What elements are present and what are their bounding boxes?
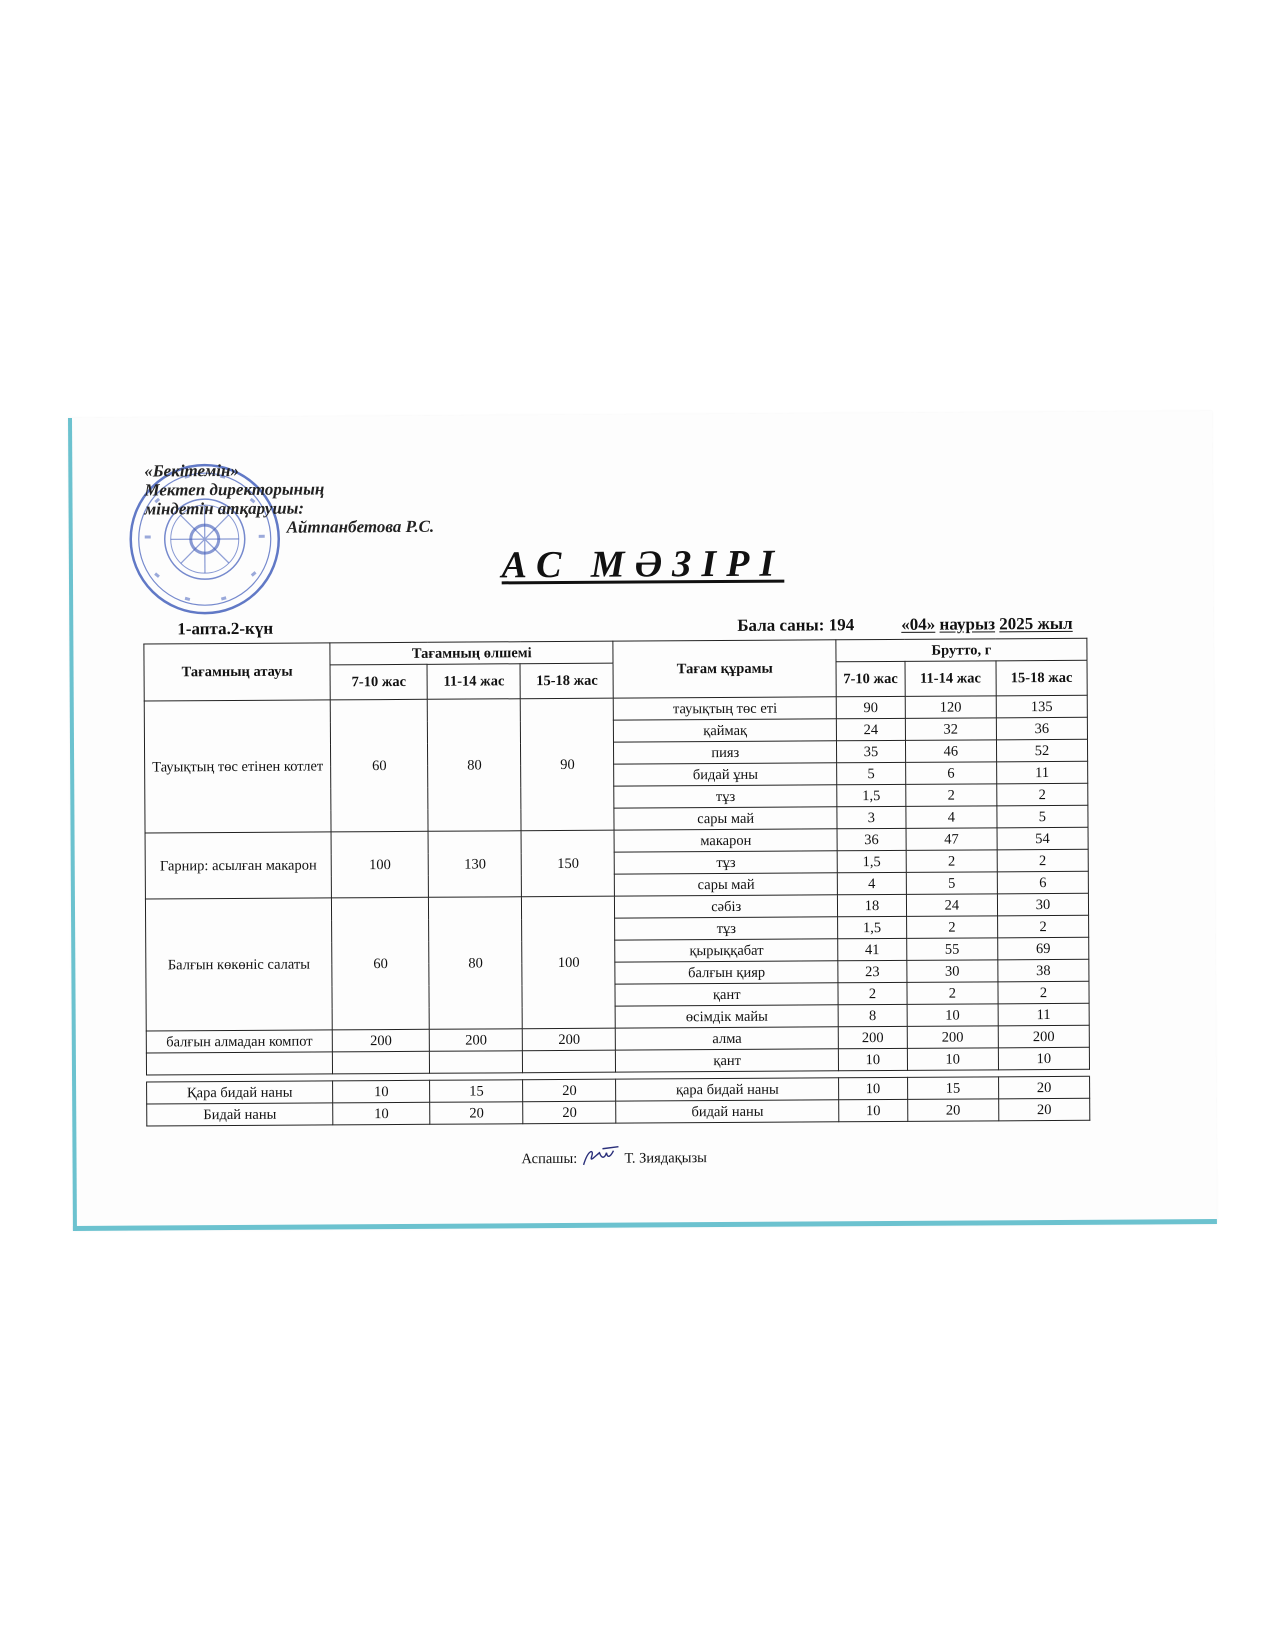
dish-portion: 20 — [430, 1102, 523, 1125]
brutto-value: 4 — [906, 806, 997, 829]
handwritten-signature-icon — [581, 1145, 621, 1171]
cook-name: Т. Зиядақызы — [624, 1150, 707, 1167]
empty-cell — [430, 1051, 523, 1074]
header-portion-age-15-18: 15-18 жас — [520, 663, 613, 699]
dish-portion: 200 — [332, 1029, 429, 1052]
date-day: «04» — [901, 614, 936, 634]
dish-portion: 90 — [521, 698, 615, 831]
brutto-value: 20 — [999, 1098, 1090, 1121]
ingredient-name: қаймақ — [614, 719, 837, 742]
dish-portion: 60 — [332, 897, 430, 1030]
approval-line-1: «Бекітемін» — [144, 460, 240, 481]
header-composition: Тағам құрамы — [613, 640, 836, 698]
brutto-value: 2 — [997, 915, 1088, 938]
header-brutto-age-15-18: 15-18 жас — [996, 660, 1087, 696]
ingredient-name: тұз — [615, 851, 838, 874]
approver-name: Айтпанбетова Р.С. — [286, 516, 435, 537]
ingredient-name: балғын қияр — [615, 961, 838, 984]
brutto-value: 2 — [997, 849, 1088, 872]
brutto-value: 5 — [997, 805, 1088, 828]
brutto-value: 36 — [837, 828, 906, 850]
brutto-value: 6 — [997, 871, 1088, 894]
header-portion-age-7-10: 7-10 жас — [330, 664, 427, 700]
brutto-value: 18 — [837, 894, 906, 916]
ingredient-name: қант — [615, 983, 838, 1006]
ingredient-name: сары май — [615, 873, 838, 896]
ingredient-name: тауықтың төс еті — [614, 697, 837, 720]
table-row — [147, 1098, 1090, 1126]
header-portion-age-11-14: 11-14 жас — [427, 664, 520, 700]
brutto-value: 36 — [996, 717, 1087, 740]
brutto-value: 24 — [906, 894, 997, 917]
brutto-value: 46 — [905, 740, 996, 763]
dish-name: Бидай наны — [147, 1103, 333, 1126]
brutto-value: 1,5 — [837, 784, 906, 806]
brutto-value: 120 — [905, 696, 996, 719]
cook-signature-line — [521, 1144, 707, 1171]
ingredient-name: бидай наны — [616, 1100, 839, 1123]
brutto-value: 11 — [998, 1003, 1089, 1026]
date-month: наурыз — [939, 614, 996, 634]
week-day-label: 1-апта.2-күн — [177, 618, 274, 639]
empty-cell — [146, 1052, 332, 1075]
dish-name: Гарнир: асылған макарон — [145, 832, 332, 899]
children-count: Бала саны: 194 — [737, 615, 855, 635]
brutto-value: 69 — [998, 937, 1089, 960]
brutto-value: 200 — [907, 1026, 998, 1049]
brutto-value: 10 — [839, 1099, 908, 1121]
brutto-value: 2 — [907, 982, 998, 1005]
brutto-value: 11 — [996, 761, 1087, 784]
brutto-value: 200 — [998, 1025, 1089, 1048]
dish-portion: 200 — [523, 1028, 616, 1051]
ingredient-name: бидай ұны — [614, 763, 837, 786]
dish-portion: 130 — [428, 831, 521, 898]
brutto-value: 10 — [907, 1048, 998, 1071]
dish-name: Тауықтың төс етінен котлет — [144, 700, 331, 833]
brutto-value: 8 — [838, 1004, 907, 1026]
ingredient-name: тұз — [615, 917, 838, 940]
header-brutto: Брутто, г — [836, 638, 1087, 662]
brutto-value: 135 — [996, 695, 1087, 718]
ingredient-name: пияз — [614, 741, 837, 764]
brutto-value: 41 — [838, 938, 907, 960]
brutto-value: 30 — [907, 960, 998, 983]
menu-date — [901, 614, 1073, 635]
dish-portion: 80 — [428, 699, 522, 832]
dish-portion: 10 — [333, 1102, 430, 1125]
brutto-value: 10 — [839, 1077, 908, 1099]
brutto-value: 15 — [907, 1077, 998, 1100]
brutto-value: 200 — [838, 1026, 907, 1048]
dish-portion: 15 — [430, 1080, 523, 1103]
brutto-value: 10 — [998, 1047, 1089, 1070]
brutto-value: 10 — [838, 1048, 907, 1070]
dish-name: Қара бидай наны — [147, 1081, 333, 1104]
brutto-value: 3 — [837, 806, 906, 828]
header-brutto-age-7-10: 7-10 жас — [836, 661, 905, 696]
brutto-value: 5 — [906, 872, 997, 895]
brutto-value: 20 — [908, 1099, 999, 1122]
dish-portion: 80 — [429, 897, 523, 1030]
menu-table — [143, 638, 1090, 1127]
dish-portion: 200 — [430, 1029, 523, 1052]
brutto-value: 10 — [907, 1004, 998, 1027]
brutto-value: 90 — [836, 696, 905, 718]
brutto-value: 38 — [998, 959, 1089, 982]
ingredient-name: алма — [616, 1027, 839, 1050]
brutto-value: 20 — [998, 1076, 1089, 1099]
approval-line-2: Мектеп директорының — [144, 479, 325, 500]
dish-portion: 150 — [521, 830, 614, 897]
brutto-value: 5 — [837, 762, 906, 784]
header-dish-name: Тағамның атауы — [144, 643, 331, 701]
ingredient-name: қырыққабат — [615, 939, 838, 962]
ingredient-name: қант — [616, 1049, 839, 1072]
dish-portion: 10 — [333, 1080, 430, 1103]
brutto-value: 1,5 — [837, 850, 906, 872]
dish-portion: 100 — [331, 831, 429, 898]
brutto-value: 2 — [997, 783, 1088, 806]
brutto-value: 24 — [836, 718, 905, 740]
brutto-value: 52 — [996, 739, 1087, 762]
header-portion: Тағамның өлшемі — [330, 641, 613, 665]
brutto-value: 2 — [906, 784, 997, 807]
ingredient-name: тұз — [614, 785, 837, 808]
brutto-value: 47 — [906, 828, 997, 851]
brutto-value: 54 — [997, 827, 1088, 850]
dish-portion: 60 — [330, 699, 428, 832]
ingredient-name: сәбіз — [615, 895, 838, 918]
dish-portion: 20 — [523, 1101, 616, 1124]
page-title: АС МӘЗІРІ — [501, 542, 785, 587]
dish-name: Балғын көкөніс салаты — [145, 898, 332, 1031]
cook-label: Аспашы: — [521, 1150, 578, 1168]
dish-portion: 100 — [522, 896, 616, 1029]
brutto-value: 2 — [998, 981, 1089, 1004]
ingredient-name: өсімдік майы — [616, 1005, 839, 1028]
brutto-value: 32 — [905, 718, 996, 741]
header-brutto-age-11-14: 11-14 жас — [905, 661, 996, 697]
dish-portion: 20 — [523, 1079, 616, 1102]
date-year: 2025 жыл — [999, 613, 1073, 634]
brutto-value: 35 — [837, 740, 906, 762]
brutto-value: 2 — [906, 916, 997, 939]
brutto-value: 23 — [838, 960, 907, 982]
brutto-value: 4 — [837, 872, 906, 894]
brutto-value: 2 — [838, 982, 907, 1004]
empty-cell — [333, 1051, 430, 1074]
brutto-value: 1,5 — [838, 916, 907, 938]
approval-line-3: міндетін атқарушы: — [144, 498, 305, 519]
menu-document — [68, 411, 1217, 1231]
brutto-value: 55 — [907, 938, 998, 961]
brutto-value: 6 — [905, 762, 996, 785]
brutto-value: 30 — [997, 893, 1088, 916]
brutto-value: 2 — [906, 850, 997, 873]
title-wrapper — [73, 539, 1213, 590]
dish-name: балғын алмадан компот — [146, 1030, 332, 1053]
ingredient-name: сары май — [614, 807, 837, 830]
ingredient-name: макарон — [614, 829, 837, 852]
approval-block — [144, 460, 434, 538]
empty-cell — [523, 1050, 616, 1073]
ingredient-name: қара бидай наны — [616, 1078, 839, 1101]
